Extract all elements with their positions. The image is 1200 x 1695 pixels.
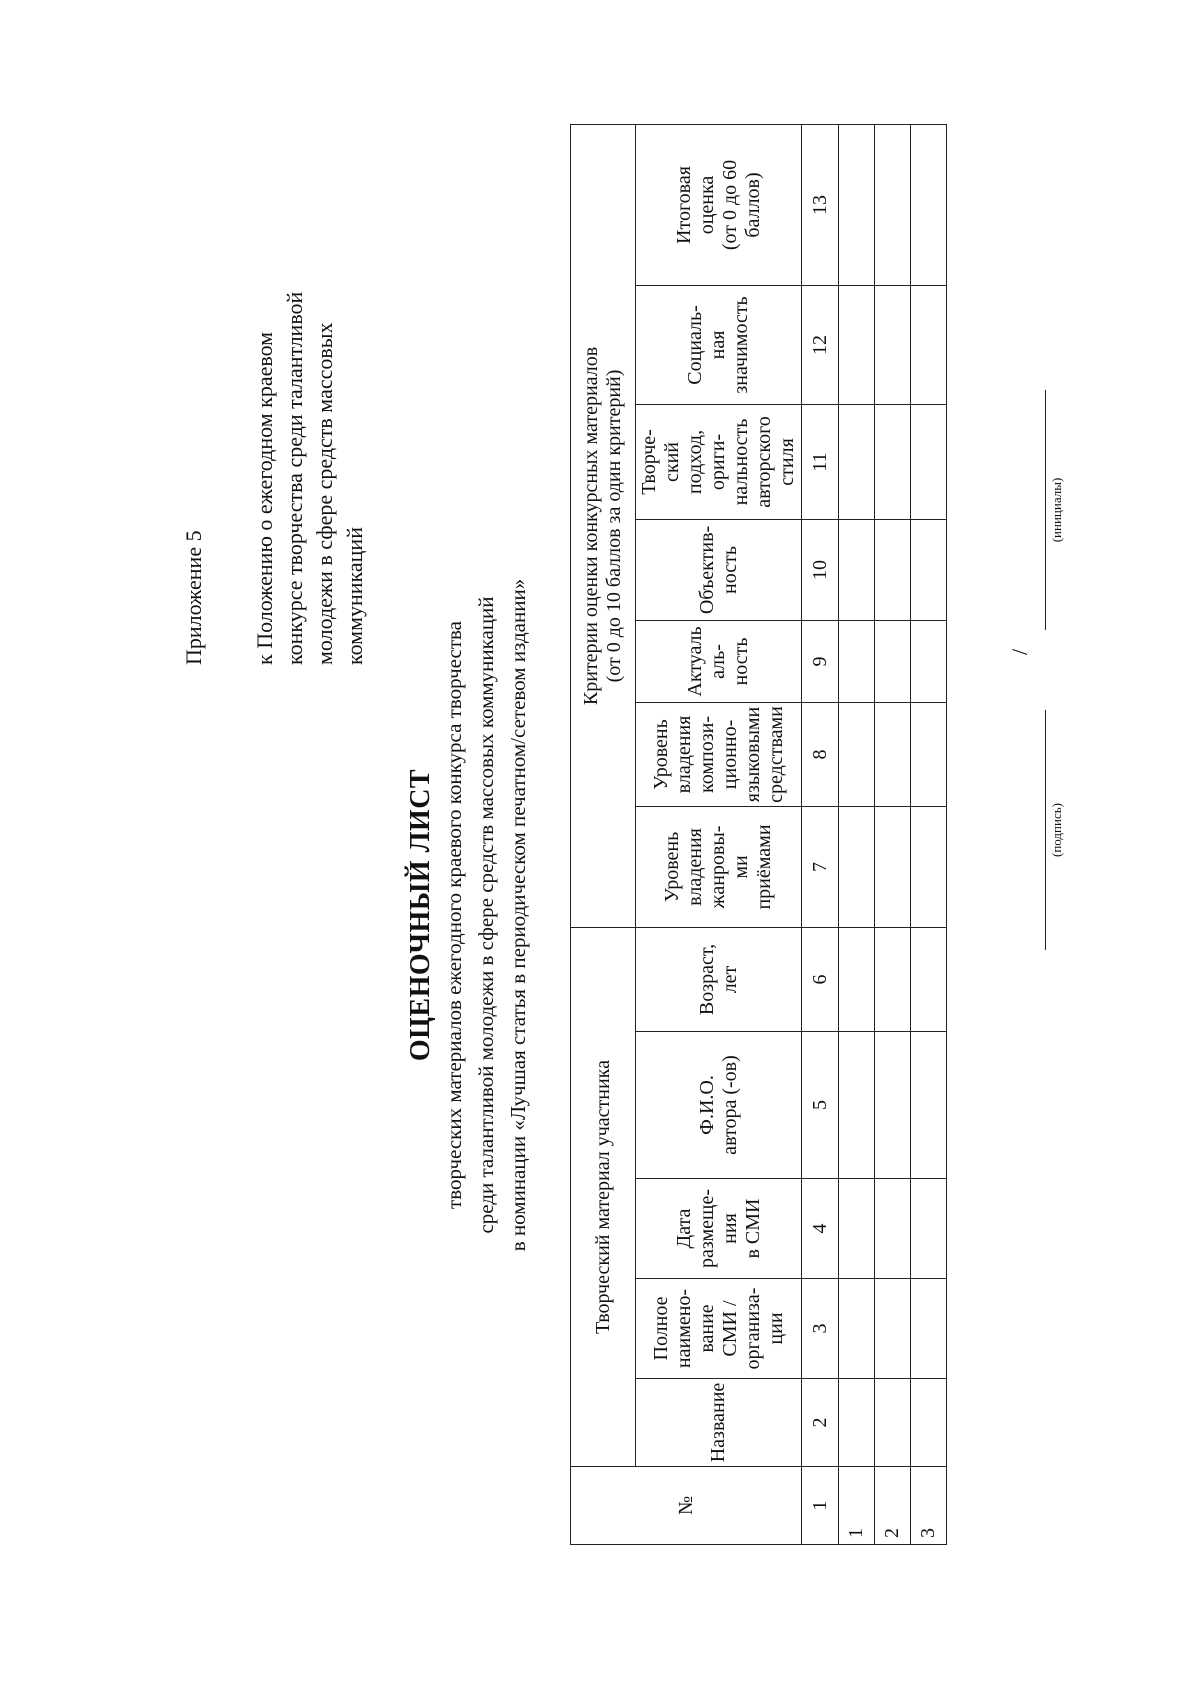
score-entry-cell[interactable] [875,404,911,519]
number-header-cell: № [571,1467,802,1545]
criterion-column-header-line: значимость [730,296,752,394]
score-entry-cell[interactable] [875,519,911,620]
participant-column-header-line: СМИ / [718,1300,741,1357]
criterion-column-header-line: Творче- [638,429,660,495]
criterion-column-header-line: подход, [684,429,706,495]
criterion-column-header [636,519,802,620]
participant-column-header-line: в СМИ [741,1198,764,1259]
score-entry-cell[interactable] [911,1179,947,1279]
criterion-column-header-line: ориги- [707,433,729,491]
column-number-cell: 5 [802,1032,839,1179]
criteria-group-header-line: (от 0 до 10 баллов за один критерий) [603,369,625,683]
criterion-column-header-line: жанровы- [707,825,729,909]
criterion-column-header-line: владения [684,828,706,906]
criterion-column-header-line: Объектив- [695,525,718,615]
participant-column-header [636,1379,802,1467]
criterion-column-header-line: Уровень [661,831,683,903]
score-entry-cell[interactable] [875,1279,911,1379]
score-entry-cell[interactable] [911,285,947,404]
score-entry-cell[interactable] [839,702,875,806]
column-number-cell: 2 [802,1379,839,1467]
criterion-column-header-line: нальность [730,418,752,506]
criterion-column-header-line: аль- [707,644,729,679]
score-entry-cell[interactable] [839,285,875,404]
signature-caption: (подпись) [1049,803,1064,857]
score-entry-cell[interactable] [911,927,947,1031]
column-number-cell: 10 [802,519,839,620]
criterion-column-header-line: языковыми [741,706,764,803]
criterion-column-header [636,702,802,806]
participant-column-header [636,1032,802,1179]
criterion-column-header-line: средствами [764,706,787,803]
table-body [839,124,947,1544]
criterion-column-header-line: ми [730,855,752,879]
score-entry-cell[interactable] [839,1379,875,1467]
participant-column-header-line: Дата [672,1208,695,1249]
score-entry-cell[interactable] [875,806,911,927]
column-number-cell: 8 [802,702,839,806]
participant-column-header-line: лет [718,965,741,994]
criterion-column-header-line: ность [718,546,741,594]
score-entry-cell[interactable] [839,1279,875,1379]
participant-column-header-line: организа- [741,1287,764,1370]
score-entry-cell[interactable] [875,1379,911,1467]
score-entry-cell[interactable] [839,519,875,620]
criterion-column-header [636,806,802,927]
table-group-header-row [571,124,636,1544]
column-number-cell: 11 [802,404,839,519]
column-number-cell: 7 [802,806,839,927]
score-entry-cell[interactable] [839,404,875,519]
criterion-column-header-line: ционно- [718,719,741,790]
form-subtitle-line: творческих материалов ежегодного краевого конкурса творчества [442,621,466,1209]
criteria-group-header [571,124,636,927]
participant-group-header: Творческий материал участника [571,927,636,1466]
column-number-cell: 12 [802,285,839,404]
table-row [875,124,911,1544]
initials-caption: (инициалы) [1049,477,1064,543]
participant-column-header [636,1179,802,1279]
total-score-column-header-line: баллов) [741,172,764,238]
column-number-row [802,124,839,1544]
score-entry-cell[interactable] [911,620,947,702]
participant-column-header-line: размеще- [695,1189,718,1268]
score-entry-cell[interactable] [911,404,947,519]
score-entry-cell[interactable] [875,620,911,702]
table-row [839,124,875,1544]
participant-column-header-line: наимено- [672,1288,695,1369]
score-entry-cell[interactable] [839,1032,875,1179]
score-entry-cell[interactable] [911,702,947,806]
score-entry-cell[interactable] [875,285,911,404]
score-entry-cell[interactable] [911,1279,947,1379]
criterion-column-header-line: ность [730,637,752,686]
participant-column-header-line: Ф.И.О. [695,1075,718,1135]
score-entry-cell[interactable] [839,927,875,1031]
score-entry-cell[interactable] [875,124,911,285]
score-entry-cell[interactable] [875,1179,911,1279]
score-entry-cell[interactable] [911,1032,947,1179]
score-entry-cell[interactable] [839,124,875,285]
criterion-column-header-line: авторского [753,416,775,508]
criterion-column-header-line: приёмами [753,824,775,910]
appendix-block [180,285,370,665]
participant-column-header-line: вание [695,1304,718,1353]
signature-line [1045,710,1046,950]
column-number-cell: 3 [802,1279,839,1379]
total-score-column-header [636,124,802,285]
score-entry-cell[interactable] [875,927,911,1031]
participant-column-header-line: Возраст, [695,943,718,1016]
form-title: ОЦЕНОЧНЫЙ ЛИСТ [405,768,436,1062]
appendix-reference [250,285,370,665]
score-entry-cell[interactable] [911,1379,947,1467]
criterion-column-header-line: Уровень [649,719,672,790]
criterion-column-header [636,285,802,404]
evaluation-table [570,124,947,1545]
form-subtitle-line: в номинации «Лучшая статья в периодическом печатном/сетевом издании» [506,578,530,1252]
score-entry-cell[interactable] [911,124,947,285]
participant-column-header [636,927,802,1031]
form-header [405,435,533,1395]
score-entry-cell[interactable] [875,702,911,806]
criterion-column-header-line: Актуаль [684,626,706,697]
form-subtitle-line: среди талантливой молодежи в сфере средств массовых коммуникаций [474,596,498,1234]
criterion-column-header [636,404,802,519]
row-number-cell: 1 [839,1467,875,1545]
total-score-column-header-line: Итоговая [672,166,695,244]
appendix-reference-line: коммуникаций [342,527,367,665]
signature-separator: / [1007,648,1032,655]
column-number-cell: 6 [802,927,839,1031]
score-entry-cell[interactable] [911,806,947,927]
table-row [911,124,947,1544]
column-number-cell: 9 [802,620,839,702]
criterion-column-header-line: ский [661,441,683,482]
participant-column-header [636,1279,802,1379]
criterion-column-header-line: Социаль- [684,305,706,385]
score-entry-cell[interactable] [839,1179,875,1279]
appendix-reference-line: молодежи в сфере средств массовых [312,322,337,665]
score-entry-cell[interactable] [875,1032,911,1179]
score-entry-cell[interactable] [839,620,875,702]
appendix-number: Приложение 5 [181,530,206,665]
criterion-column-header-line: владения [672,715,695,794]
signature-block [1007,390,1105,950]
criteria-group-header-line: Критерии оценки конкурсных материалов [580,346,602,706]
participant-column-header-line: Название [707,1382,729,1463]
column-number-cell: 4 [802,1179,839,1279]
participant-column-header-line: ции [764,1312,787,1345]
row-number-cell: 3 [911,1467,947,1545]
score-entry-cell[interactable] [911,519,947,620]
column-number-cell: 13 [802,124,839,285]
total-score-column-header-line: (от 0 до 60 [718,159,741,251]
criterion-column-header-line: компози- [695,716,718,793]
table-column-header-row [636,124,802,1544]
participant-column-header-line: Полное [649,1296,672,1361]
criterion-column-header-line: ная [707,330,729,360]
criterion-column-header [636,620,802,702]
participant-column-header-line: ния [718,1213,741,1244]
column-number-cell: 1 [802,1467,839,1545]
total-score-column-header-line: оценка [695,175,718,235]
participant-column-header-line: автора (-ов) [718,1055,741,1155]
row-number-cell: 2 [875,1467,911,1545]
criterion-column-header-line: стиля [776,438,798,486]
initials-line [1045,390,1046,630]
score-entry-cell[interactable] [839,806,875,927]
appendix-reference-line: конкурсе творчества среди талантливой [282,291,307,665]
appendix-reference-line: к Положению о ежегодном краевом [252,331,277,665]
